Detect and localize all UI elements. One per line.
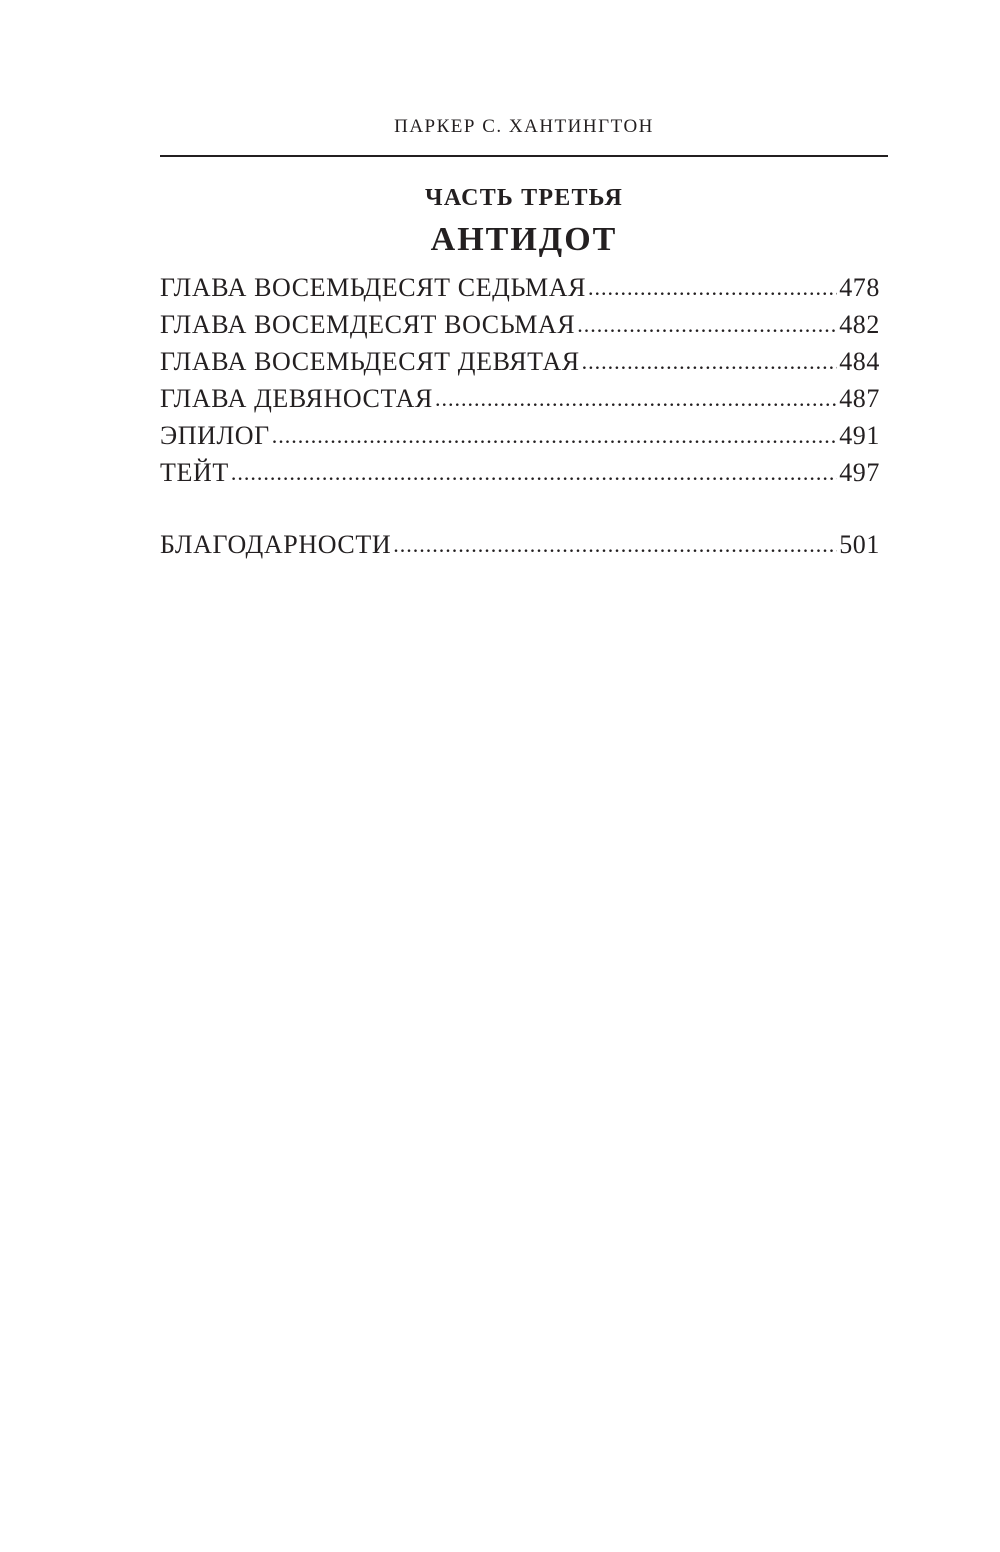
toc-entry-title: БЛАГОДАРНОСТИ [160, 530, 392, 559]
part-title: АНТИДОТ [430, 221, 618, 258]
part-label: ЧАСТЬ ТРЕТЬЯ [425, 185, 623, 211]
toc-entry-epilogue[interactable] [160, 417, 880, 454]
toc-entry-page: 482 [839, 310, 880, 339]
toc-entry-acknowledgements[interactable] [160, 526, 880, 563]
toc-entry-page: 484 [839, 347, 880, 376]
toc-leader-dots [435, 380, 837, 417]
toc-entry-page: 487 [839, 384, 880, 413]
toc-entry-title: ГЛАВА ВОСЕМЬДЕСЯТ ДЕВЯТАЯ [160, 347, 580, 376]
toc-entry-title: ГЛАВА ВОСЕМДЕСЯТ ВОСЬМАЯ [160, 310, 576, 339]
running-head: ПАРКЕР С. ХАНТИНГТОН [394, 116, 654, 137]
toc-leader-dots [231, 454, 837, 491]
toc-entry-chapter-87[interactable] [160, 269, 880, 306]
toc-entry-title: ТЕЙТ [160, 458, 229, 487]
toc-entry-title: ГЛАВА ДЕВЯНОСТАЯ [160, 384, 433, 413]
table-of-contents [160, 269, 880, 563]
toc-entry-title: ЭПИЛОГ [160, 421, 270, 450]
toc-spacer [160, 491, 880, 526]
toc-entry-chapter-90[interactable] [160, 380, 880, 417]
header-divider [160, 155, 888, 157]
toc-leader-dots [582, 343, 838, 380]
toc-entry-page: 478 [839, 273, 880, 302]
toc-entry-page: 491 [839, 421, 880, 450]
toc-entry-page: 501 [839, 530, 880, 559]
toc-entry-tate[interactable] [160, 454, 880, 491]
toc-entry-chapter-88[interactable] [160, 306, 880, 343]
toc-entry-chapter-89[interactable] [160, 343, 880, 380]
toc-leader-dots [393, 526, 837, 563]
toc-leader-dots [577, 306, 837, 343]
toc-leader-dots [588, 269, 837, 306]
toc-entry-page: 497 [839, 458, 880, 487]
toc-entry-title: ГЛАВА ВОСЕМЬДЕСЯТ СЕДЬМАЯ [160, 273, 587, 302]
toc-leader-dots [272, 417, 837, 454]
